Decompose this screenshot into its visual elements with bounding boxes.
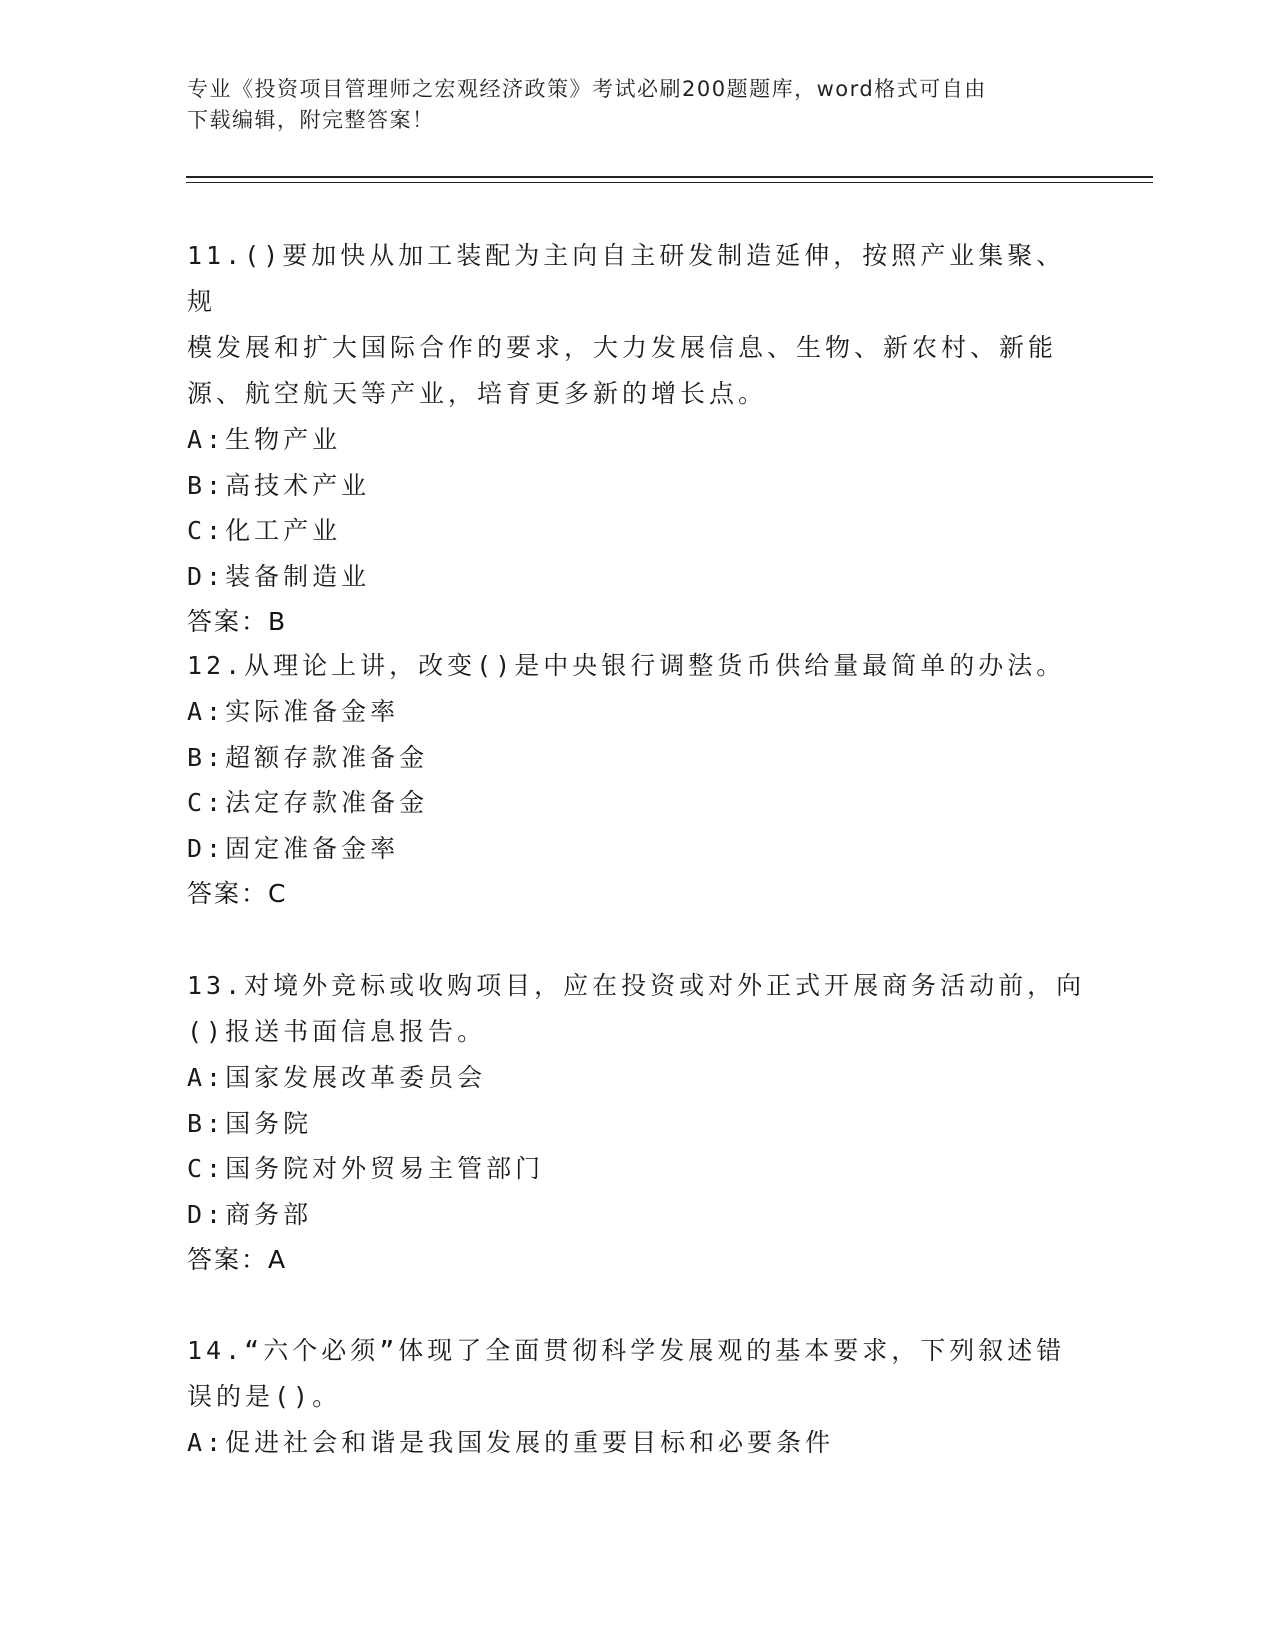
- question-stem-line: 模发展和扩大国际合作的要求，大力发展信息、生物、新农村、新能: [187, 333, 1058, 362]
- question-13: [187, 963, 1087, 1283]
- option-c: C:法定存款准备金: [187, 788, 429, 817]
- answer-text: 答案：C: [187, 879, 288, 908]
- header-line-1: 专业《投资项目管理师之宏观经济政策》考试必刷200题题库，word格式可自由: [187, 77, 987, 101]
- header-rule-thick: [186, 176, 1153, 178]
- question-stem-line: 源、航空航天等产业，培育更多新的增长点。: [187, 379, 768, 408]
- question-stem-line: ()报送书面信息报告。: [187, 1017, 487, 1046]
- question-stem-line: 11.()要加快从加工装配为主向自主研发制造延伸，按照产业集聚、规: [187, 241, 1066, 316]
- option-b: B:国务院: [187, 1108, 313, 1138]
- question-stem-line: 12.从理论上讲，改变()是中央银行调整货币供给量最简单的办法。: [187, 651, 1066, 680]
- option-a: A:实际准备金率: [187, 697, 400, 726]
- question-11: [187, 233, 1087, 645]
- question-14: [187, 1328, 1087, 1466]
- option-b: B:高技术产业: [187, 470, 371, 500]
- answer-text: 答案：B: [187, 607, 288, 636]
- option-d: D:固定准备金率: [187, 833, 400, 863]
- option-b: B:超额存款准备金: [187, 742, 429, 772]
- question-12: [187, 643, 1087, 917]
- question-stem-line: 误的是()。: [187, 1382, 342, 1411]
- option-d: D:装备制造业: [187, 561, 371, 591]
- question-stem-line: 13.对境外竞标或收购项目，应在投资或对外正式开展商务活动前，向: [187, 971, 1086, 1000]
- answer-text: 答案：A: [187, 1245, 288, 1274]
- option-c: C:化工产业: [187, 516, 342, 545]
- document-header: [187, 74, 1067, 136]
- option-c: C:国务院对外贸易主管部门: [187, 1154, 545, 1183]
- question-stem-line: 14.“六个必须”体现了全面贯彻科学发展观的基本要求，下列叙述错: [187, 1336, 1066, 1365]
- option-d: D:商务部: [187, 1199, 313, 1229]
- option-a: A:促进社会和谐是我国发展的重要目标和必要条件: [187, 1428, 835, 1457]
- option-a: A:生物产业: [187, 425, 342, 454]
- option-a: A:国家发展改革委员会: [187, 1063, 487, 1092]
- header-rule-thin: [186, 182, 1153, 183]
- header-line-2: 下载编辑，附完整答案！: [187, 108, 435, 132]
